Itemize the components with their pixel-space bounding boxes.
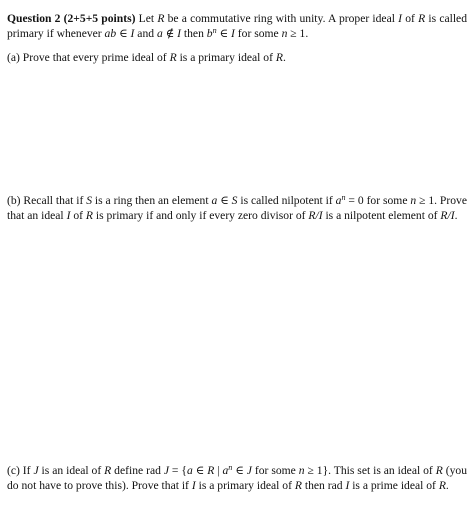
- intro-text: Let: [135, 12, 158, 25]
- intro-text: be a commutative ring with unity. A proper ideal: [164, 12, 399, 25]
- math-symbol: R/I: [308, 209, 323, 222]
- math-symbol: I: [231, 27, 235, 40]
- math-symbol: R: [418, 12, 426, 25]
- math-symbol: R: [104, 464, 112, 477]
- part-b-span: (b) Recall that if: [7, 194, 87, 207]
- math-symbol: J: [33, 464, 39, 477]
- math-symbol: R: [207, 464, 215, 477]
- part-b-span: .: [454, 209, 458, 222]
- part-b-span: is a nilpotent element of: [322, 209, 441, 222]
- question-heading: Question 2 (2+5+5 points): [7, 12, 136, 25]
- math-symbol: ab: [104, 27, 117, 40]
- math-symbol: R: [275, 51, 283, 64]
- intro-text: of: [402, 12, 419, 25]
- math-symbol: R: [435, 464, 443, 477]
- math-exponent: n: [341, 193, 346, 202]
- math-symbol: n: [281, 27, 288, 40]
- part-c-span: define rad: [111, 464, 164, 477]
- part-c-span: .: [445, 479, 449, 492]
- part-c-span: |: [214, 464, 223, 477]
- intro-text: for some: [234, 27, 282, 40]
- question-intro: [7, 11, 467, 41]
- math-symbol: I: [66, 209, 71, 222]
- math-symbol: R: [157, 12, 165, 25]
- math-symbol: n: [298, 464, 305, 477]
- part-c-span: ∈: [192, 464, 208, 477]
- math-symbol: S: [86, 194, 92, 207]
- part-c-span: ≥ 1}. This set is an ideal of: [304, 464, 436, 477]
- part-b-span: ∈: [217, 194, 232, 207]
- math-symbol: a: [186, 464, 193, 477]
- math-symbol: R: [169, 51, 177, 64]
- intro-text: ∈: [216, 27, 232, 40]
- math-symbol: a: [335, 194, 342, 207]
- part-c-span: (you do not have to prove this). Prove that if: [7, 464, 467, 492]
- math-symbol: R/I: [440, 209, 455, 222]
- part-c-span: then rad: [301, 479, 346, 492]
- part-a-span: .: [282, 51, 286, 64]
- part-c-span: is a prime ideal of: [349, 479, 439, 492]
- part-c-span: = {: [168, 464, 187, 477]
- math-symbol: R: [294, 479, 302, 492]
- part-c-text: [7, 463, 467, 493]
- math-symbol: b: [206, 27, 213, 40]
- part-a-text: [7, 50, 467, 65]
- intro-text: ∈: [116, 27, 131, 40]
- part-c-span: is an ideal of: [38, 464, 105, 477]
- intro-text: ≥ 1.: [287, 27, 309, 40]
- math-exponent: n: [228, 463, 233, 472]
- math-symbol: a: [211, 194, 218, 207]
- math-symbol: a: [156, 27, 163, 40]
- part-b-span: is a ring then an element: [92, 194, 212, 207]
- math-symbol: R: [438, 479, 446, 492]
- math-symbol: J: [246, 464, 252, 477]
- math-symbol: S: [231, 194, 238, 207]
- part-a-span: (a) Prove that every prime ideal of: [7, 51, 170, 64]
- part-b-span: ≥ 1. Prove that an ideal: [7, 194, 467, 222]
- part-b-span: is primary if and only if every zero divisor of: [93, 209, 309, 222]
- math-symbol: a: [222, 464, 229, 477]
- intro-text: is called primary if whenever: [7, 12, 467, 40]
- part-c-span: ∈: [232, 464, 247, 477]
- intro-text: then: [181, 27, 207, 40]
- part-c-span: (c) If: [7, 464, 34, 477]
- math-symbol: I: [345, 479, 350, 492]
- intro-text: ∉: [162, 27, 178, 40]
- part-b-span: = 0 for some: [345, 194, 411, 207]
- part-b-text: [7, 193, 467, 223]
- math-symbol: n: [410, 194, 417, 207]
- math-exponent: n: [212, 26, 217, 35]
- part-c-span: is a primary ideal of: [195, 479, 295, 492]
- math-symbol: I: [130, 27, 135, 40]
- math-symbol: R: [85, 209, 93, 222]
- part-a-span: is a primary ideal of: [176, 51, 276, 64]
- math-symbol: I: [398, 12, 403, 25]
- intro-text: and: [134, 27, 157, 40]
- part-b-span: of: [70, 209, 86, 222]
- part-c-span: for some: [251, 464, 299, 477]
- math-symbol: J: [163, 464, 169, 477]
- part-b-span: is called nilpotent if: [237, 194, 336, 207]
- math-symbol: I: [177, 27, 182, 40]
- math-symbol: I: [191, 479, 196, 492]
